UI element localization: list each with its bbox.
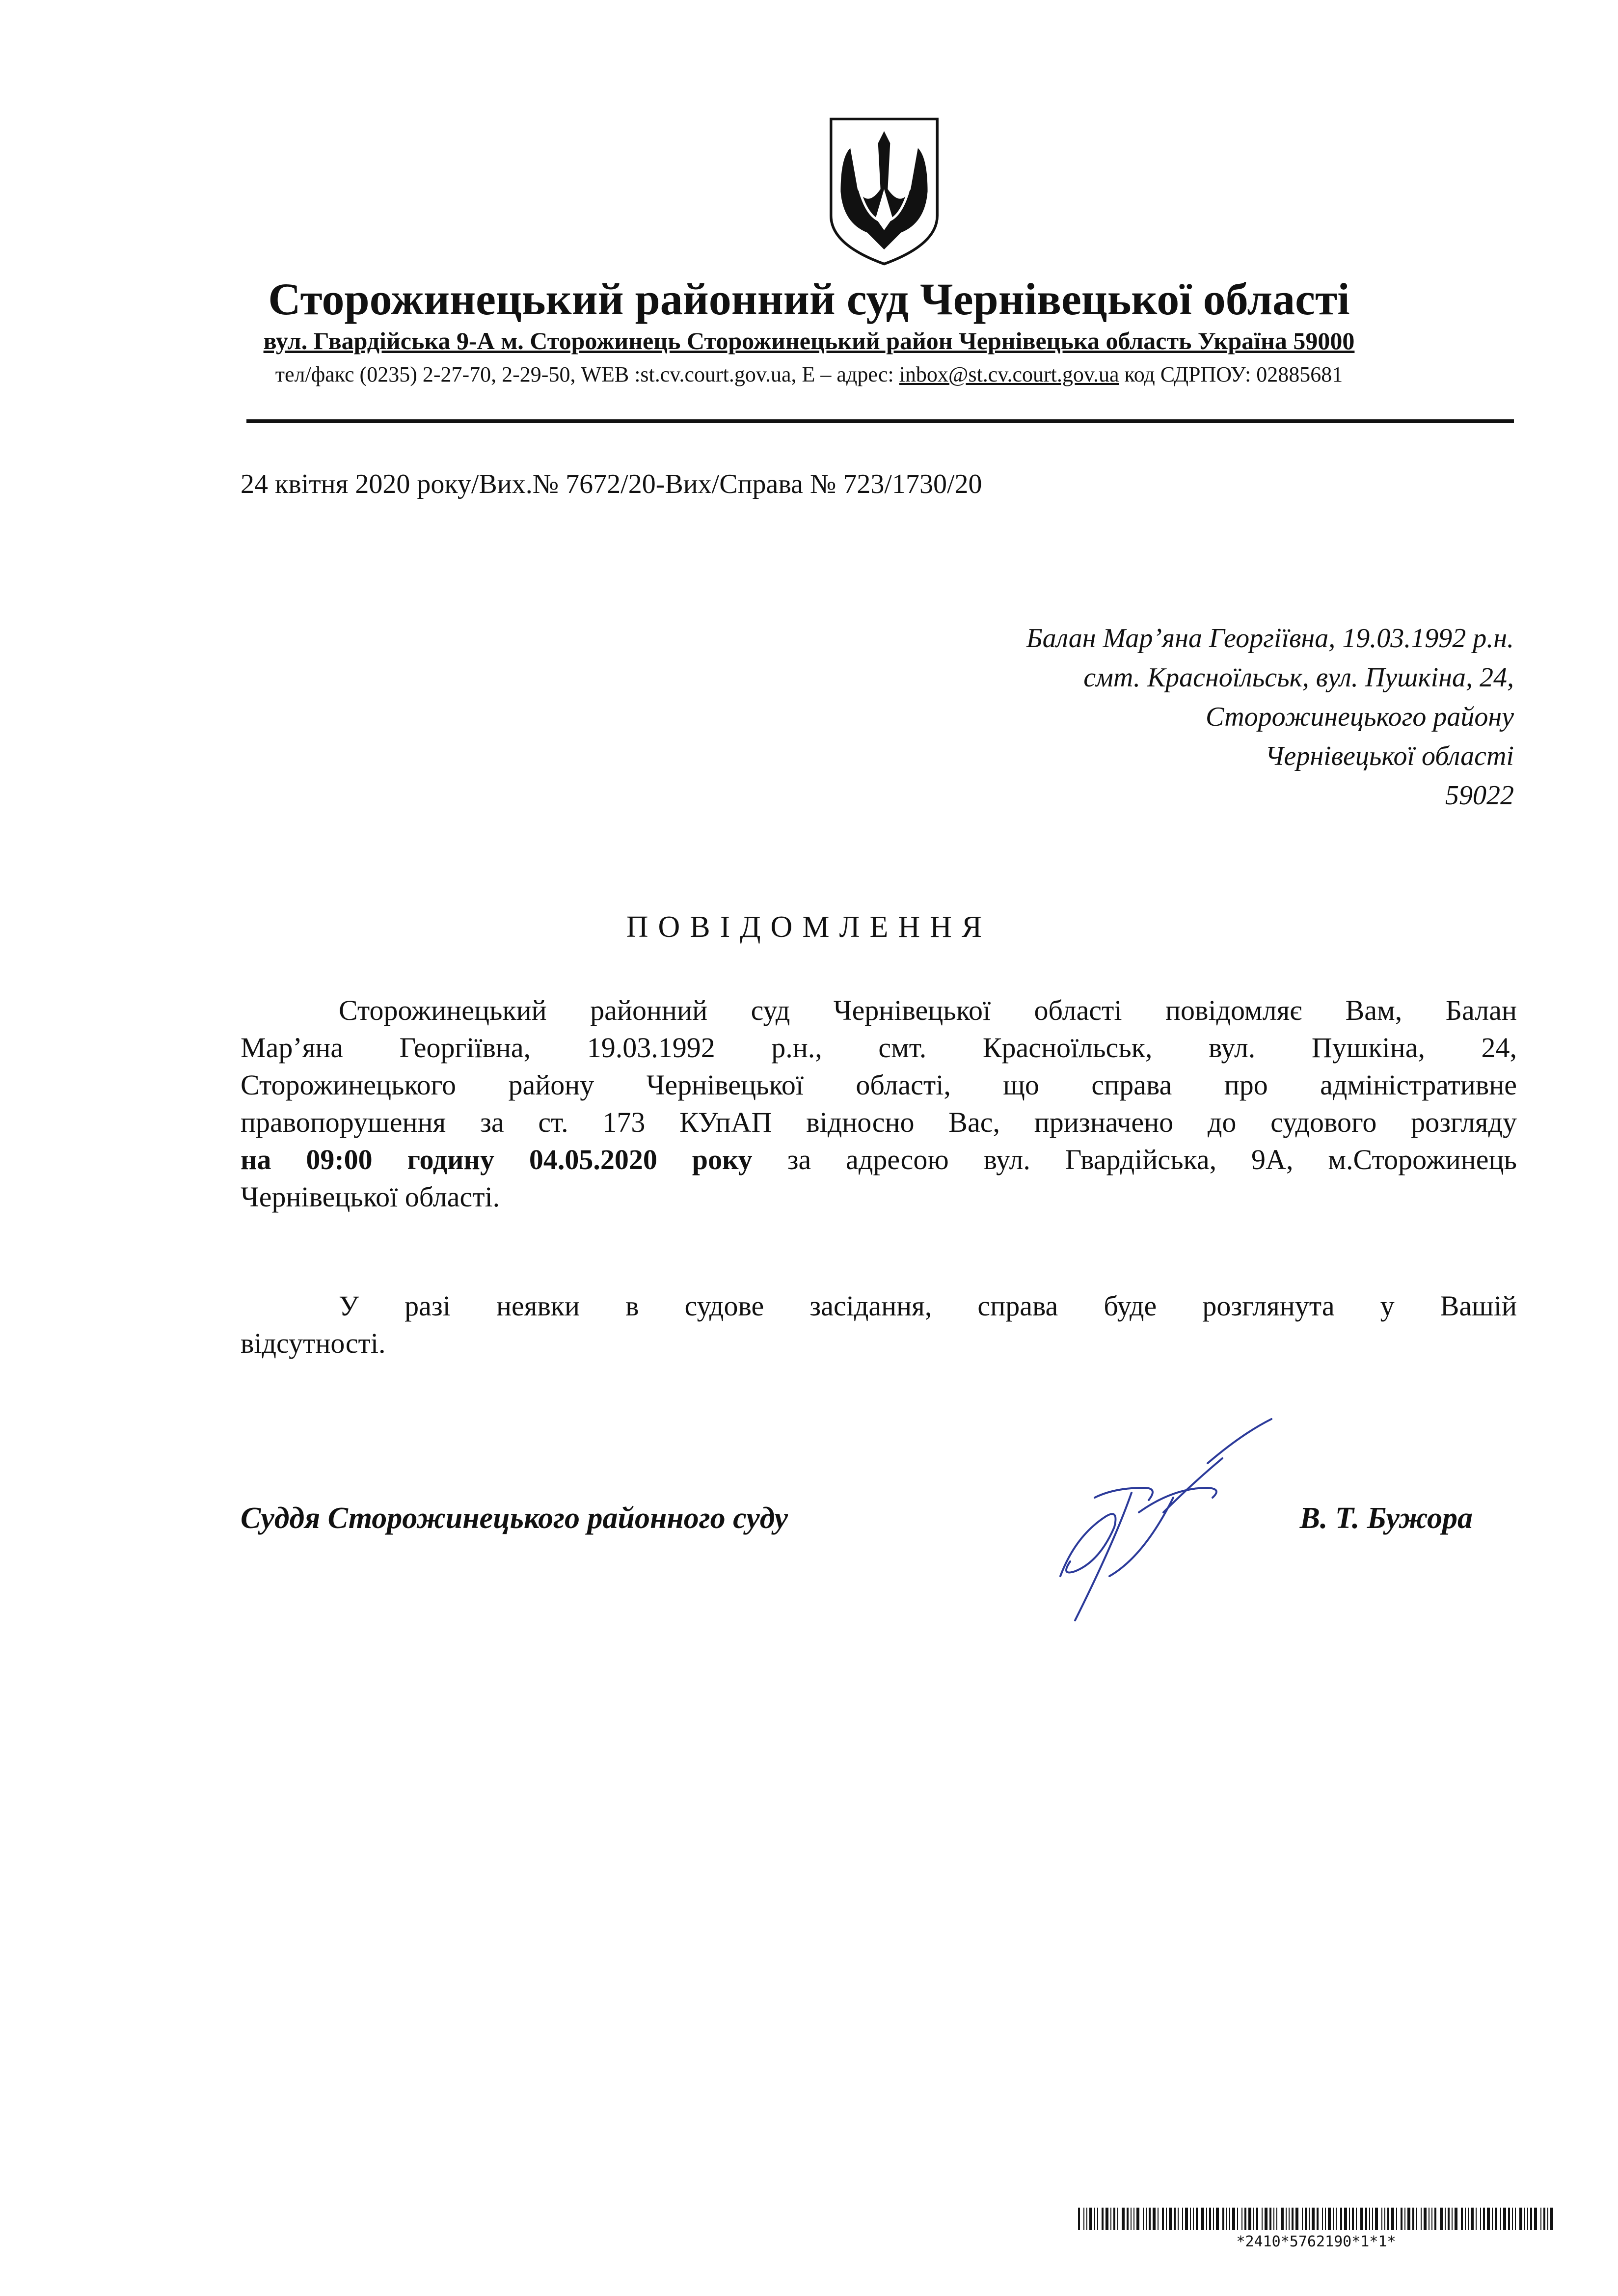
handwritten-signature-icon: [1046, 1414, 1276, 1625]
barcode-icon: [1078, 2208, 1554, 2230]
notice-paragraph-1: [241, 992, 1517, 1216]
contact-suffix: код СДРПОУ: 02885681: [1119, 362, 1343, 386]
outgoing-reference: 24 квітня 2020 року/Вих.№ 7672/20-Вих/Справа № 723/1730/20: [241, 469, 982, 499]
contact-email-link[interactable]: inbox@st.cv.court.gov.ua: [899, 362, 1119, 386]
paragraph-line: Сторожинецького району Чернівецької області, що справа про адміністративне: [241, 1069, 1517, 1101]
court-address: вул. Гвардійська 9-А м. Сторожинець Сторожинецький район Чернівецька область Україна 59000: [263, 327, 1355, 355]
barcode-number: *2410*5762190*1*1*: [1236, 2233, 1396, 2250]
recipient-line: Балан Мар’яна Георгіївна, 19.03.1992 р.н.: [1026, 623, 1514, 654]
notice-paragraph-2: [241, 1287, 1517, 1362]
paragraph-line: відсутності.: [241, 1327, 386, 1359]
paragraph-line: Сторожинецький районний суд Чернівецької області повідомляє Вам, Балан: [339, 994, 1517, 1026]
paragraph-line: Чернівецької області.: [241, 1181, 500, 1213]
judge-role: Суддя Сторожинецького районного суду: [241, 1502, 788, 1535]
court-contacts: [0, 360, 1618, 389]
trident-coat-of-arms-icon: [824, 114, 944, 269]
paragraph-line: [241, 1141, 1517, 1178]
paragraph-line: Мар’яна Георгіївна, 19.03.1992 р.н., смт. Красноїльськ, вул. Пушкіна, 24,: [241, 1032, 1517, 1064]
contact-prefix: тел/факс (0235) 2-27-70, 2-29-50, WEB :st.cv.court.gov.ua, E – адрес:: [275, 362, 899, 386]
recipient-line: смт. Красноїльськ, вул. Пушкіна, 24,: [1083, 662, 1514, 693]
paragraph-line: У разі неявки в судове засідання, справа буде розглянута у Вашій: [339, 1290, 1517, 1322]
recipient-line: 59022: [1445, 780, 1514, 811]
court-name: Сторожинецький районний суд Чернівецької області: [268, 274, 1350, 324]
judge-name: В. Т. Бужора: [1299, 1502, 1473, 1535]
recipient-line: Чернівецької області: [1265, 741, 1514, 771]
notice-title: ПОВІДОМЛЕННЯ: [626, 910, 992, 944]
recipient-line: Сторожинецького району: [1206, 702, 1514, 732]
hearing-address: за адресою вул. Гвардійська, 9А, м.Сторожинець: [752, 1144, 1517, 1175]
paragraph-line: правопорушення за ст. 173 КУпАП відносно Вас, призначено до судового розгляду: [241, 1106, 1517, 1138]
recipient-address-block: [1026, 619, 1514, 815]
header-divider: [246, 419, 1514, 423]
hearing-datetime: на 09:00 годину 04.05.2020 року: [241, 1144, 753, 1175]
